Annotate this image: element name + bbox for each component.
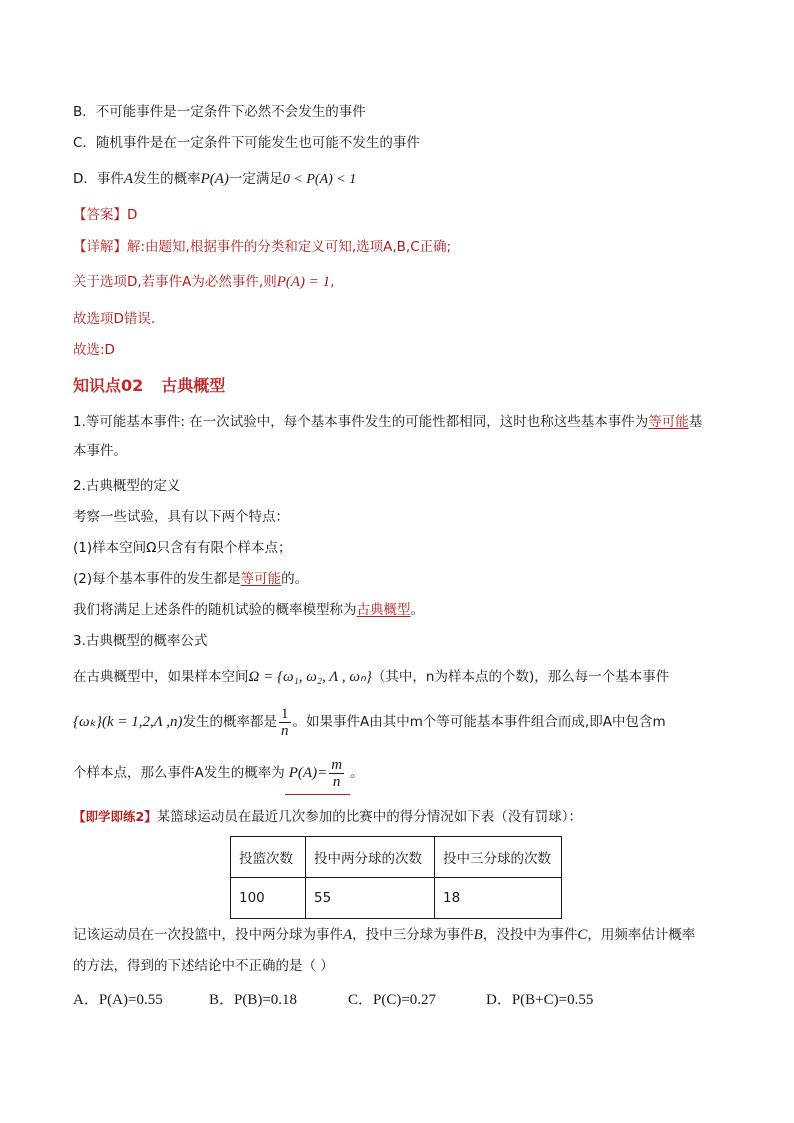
practice-stem: [73, 808, 582, 826]
detail-line-2: [73, 273, 334, 291]
question-text-1: 记该运动员在一次投篮中，投中两分球为事件: [73, 927, 343, 943]
fraction-m-over-n: [329, 757, 344, 790]
event-a: A: [343, 927, 353, 943]
choice-c: C．P(C)=0.27: [348, 992, 437, 1008]
answer-value: D: [127, 207, 138, 223]
detail-text-2-suffix: ,: [330, 274, 335, 290]
para-8: [73, 668, 669, 686]
formula-lhs: P(A)=: [288, 765, 328, 781]
detail-line-3: 故选项D错误.: [73, 311, 156, 327]
choice-b: B．P(B)=0.18: [209, 992, 298, 1008]
table-cell: 100: [231, 878, 306, 919]
para-9-formula: {ωₖ}(k = 1,2,Λ ,n): [73, 714, 183, 730]
para-3: 考察一些试验，具有以下两个特点：: [73, 509, 289, 525]
option-b: B．不可能事件是一定条件下必然不会发生的事件: [73, 104, 366, 120]
table-header: 投中三分球的次数: [435, 837, 562, 878]
para-6-text: 我们将满足上述条件的随机试验的概率模型称为: [73, 602, 357, 618]
para-5-underlined: 等可能: [240, 571, 282, 587]
para-1-underlined: 等可能: [648, 414, 689, 430]
para-2: 2.古典概型的定义: [73, 478, 181, 494]
answer-line: [73, 206, 137, 224]
table-header-row: [231, 837, 562, 878]
para-9-text: 发生的概率都是: [182, 714, 278, 730]
option-c: C．随机事件是在一定条件下可能发生也可能不发生的事件: [73, 135, 420, 151]
practice-text: 某篮球运动员在最近几次参加的比赛中的得分情况如下表（没有罚球）：: [156, 809, 582, 825]
practice-label: 【即学即练2】: [73, 809, 157, 824]
para-1: [73, 413, 702, 431]
para-7: 3.古典概型的概率公式: [73, 633, 208, 649]
section-heading: [73, 377, 225, 395]
para-10-text: 个样本点，那么事件A发生的概率为: [73, 765, 285, 781]
choice-d: D．P(B+C)=0.55: [486, 992, 594, 1008]
detail-line-4: 故选:D: [73, 342, 115, 358]
option-d-prefix: D．事件: [73, 171, 124, 187]
para-5: [73, 570, 308, 588]
para-5-text: (2)每个基本事件的发生都是: [73, 571, 241, 587]
para-5-tail: 的。: [281, 571, 309, 587]
detail-label: 【详解】: [73, 239, 127, 255]
table-header: 投篮次数: [231, 837, 306, 878]
table-header: 投中两分球的次数: [306, 837, 435, 878]
fraction-denominator: n: [281, 722, 289, 739]
para-8-tail: （其中，n为样本点的个数)，那么每一个基本事件: [371, 669, 670, 685]
para-1-cont: 本事件。: [73, 443, 127, 459]
option-d-mid: 发生的概率: [133, 171, 201, 187]
detail-text-1: 解:由题知,根据事件的分类和定义可知,选项A,B,C正确;: [127, 239, 452, 255]
para-6-underlined: 古典概型: [356, 602, 411, 618]
probability-formula: [285, 752, 350, 795]
event-c: C: [577, 927, 588, 943]
option-d: [73, 170, 356, 189]
para-8-text: 在古典概型中，如果样本空间: [73, 669, 249, 685]
para-10-tail: 。: [350, 765, 364, 781]
table-row: [231, 878, 562, 919]
question-text-4: ，用频率估计概率: [587, 927, 696, 943]
para-6-tail: 。: [410, 602, 424, 618]
question-line-1: [73, 926, 695, 944]
section-number: 知识点02: [73, 376, 144, 395]
para-6: [73, 601, 424, 619]
fraction-numerator-m: m: [331, 756, 343, 773]
para-4: (1)样本空间Ω只含有有限个样本点；: [73, 540, 292, 556]
table-cell: 55: [306, 878, 435, 919]
para-8-formula: Ω = {ω₁, ω₂, Λ , ωₙ}: [248, 669, 372, 685]
question-text-3: ，没投中为事件: [482, 927, 578, 943]
para-1-text: 1.等可能基本事件: 在一次试验中，每个基本事件发生的可能性都相同，这时也称这些基本事件为: [73, 414, 649, 430]
table-cell: 18: [435, 878, 562, 919]
fraction-1-over-n: [279, 706, 291, 739]
fraction-denominator-n: n: [332, 773, 341, 790]
detail-line-1: [73, 238, 451, 256]
option-d-inequality: 0 < P(A) < 1: [282, 172, 357, 187]
answer-label: 【答案】: [73, 207, 127, 223]
question-line-2: 的方法，得到的下述结论中不正确的是（ ）: [73, 958, 334, 974]
para-9: [73, 704, 666, 740]
detail-formula: P(A) = 1: [276, 274, 331, 290]
score-table: [230, 836, 562, 919]
para-10: [73, 752, 364, 795]
option-d-event: A: [123, 171, 134, 187]
event-b: B: [473, 927, 483, 943]
para-9-tail: 。如果事件A由其中m个等可能基本事件组合而成,即A中包含m: [292, 714, 666, 730]
choice-a: A．P(A)=0.55: [73, 992, 163, 1008]
option-d-mid2: 一定满足: [228, 171, 283, 187]
detail-text-2: 关于选项D,若事件A为必然事件,则: [73, 274, 277, 290]
section-title: 古典概型: [161, 376, 226, 395]
question-text-2: ，投中三分球为事件: [352, 927, 474, 943]
para-1-tail: 基: [688, 414, 703, 430]
fraction-numerator: 1: [281, 705, 289, 722]
option-d-pa: P(A): [200, 171, 229, 187]
